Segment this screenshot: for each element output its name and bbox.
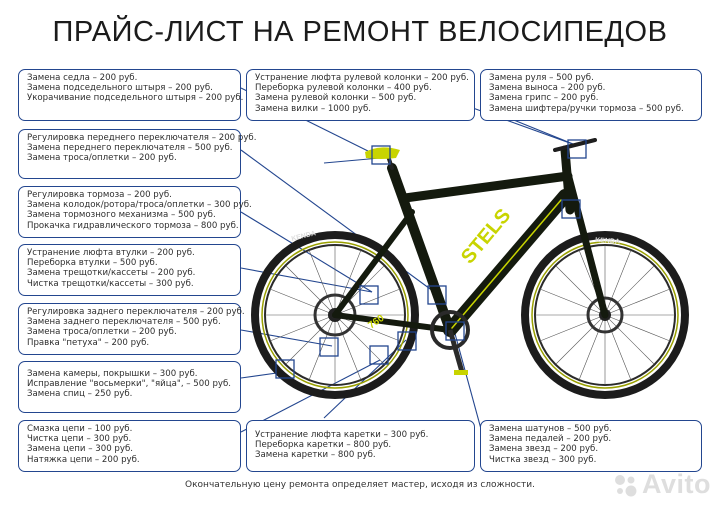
price-line: Замена шатунов – 500 руб. — [489, 424, 612, 434]
price-line: Замена вилки – 1000 руб. — [255, 103, 372, 114]
price-line: Исправление "восьмерки", "яйца", – 500 руб. — [27, 379, 232, 390]
price-line: Замена подседельного штыря – 200 руб. — [27, 83, 213, 94]
leader-lines — [241, 88, 578, 440]
price-line: Замена тормозного механизма – 500 руб. — [27, 210, 216, 221]
price-line: Смазка цепи – 100 руб. — [27, 424, 133, 434]
price-line: Замена заднего переключателя – 500 руб. — [27, 317, 221, 328]
frame-brand-label: STELS — [456, 204, 516, 269]
watermark-text: Avito — [642, 469, 711, 499]
price-line: Замена грипс – 200 руб. — [489, 93, 599, 104]
rear-derailleur-price-box — [18, 303, 245, 355]
price-line: Чистка трещотки/кассеты – 300 руб. — [27, 278, 194, 289]
wheel-price-box — [18, 361, 241, 413]
price-line: Замена колодок/ротора/троса/оплетки – 300 руб. — [27, 200, 252, 211]
price-line: Замена седла – 200 руб. — [27, 73, 138, 83]
price-line: Замена шифтера/ручки тормоза – 500 руб. — [489, 103, 684, 114]
price-line: Замена рулевой колонки – 500 руб. — [255, 93, 417, 104]
price-line: Замена спиц – 250 руб. — [27, 389, 133, 400]
bike-frame — [335, 140, 605, 330]
chain-price-box — [18, 420, 241, 472]
price-line: Замена педалей – 200 руб. — [489, 434, 612, 445]
price-line: Прокачка гидравлического тормоза – 800 руб. — [27, 220, 239, 231]
price-line: Натяжка цепи – 200 руб. — [27, 454, 140, 465]
front-derailleur-price-box — [18, 129, 257, 179]
price-line: Замена руля – 500 руб. — [489, 73, 594, 83]
price-line: Замена троса/оплетки – 200 руб. — [27, 327, 177, 338]
rear-tire-label: KENDA — [290, 230, 317, 243]
cranks-price-box — [480, 420, 702, 472]
page-title: ПРАЙС-ЛИСТ НА РЕМОНТ ВЕЛОСИПЕДОВ — [52, 16, 668, 48]
avito-logo-icon — [612, 472, 638, 498]
price-line: Устранение люфта каретки – 300 руб. — [255, 430, 429, 440]
brakes-price-box — [18, 186, 252, 238]
price-line: Замена выноса – 200 руб. — [489, 83, 606, 94]
price-line: Переборка каретки – 800 руб. — [255, 440, 392, 451]
price-line: Замена цепи – 300 руб. — [27, 444, 133, 455]
price-line: Чистка звезд – 300 руб. — [489, 454, 597, 465]
price-line: Устранение люфта втулки – 200 руб. — [27, 248, 195, 258]
price-line: Переборка втулки – 500 руб. — [27, 258, 158, 269]
price-line: Переборка рулевой колонки – 400 руб. — [255, 83, 432, 94]
bottom-bracket-price-box — [246, 420, 475, 472]
frame-model-label: 760 — [366, 312, 387, 332]
price-line: Укорачивание подседельного штыря – 200 руб. — [27, 93, 244, 104]
saddle — [365, 147, 400, 159]
price-line: Правка "петуха" – 200 руб. — [27, 337, 150, 348]
front-tire-label: KENDA — [594, 237, 621, 246]
price-line: Устранение люфта рулевой колонки – 200 руб. — [255, 73, 469, 83]
footer-note: Окончательную цену ремонта определяет мастер, исходя из сложности. — [185, 480, 535, 490]
price-line: Чистка цепи – 300 руб. — [27, 434, 132, 445]
price-line: Замена переднего переключателя – 500 руб. — [27, 143, 233, 154]
price-line: Регулировка заднего переключателя – 200 руб. — [27, 307, 245, 317]
headset-price-box — [246, 69, 475, 121]
price-line: Замена трещотки/кассеты – 200 руб. — [27, 268, 196, 279]
price-line: Замена каретки – 800 руб. — [255, 450, 376, 461]
price-line: Замена звезд – 200 руб. — [489, 444, 599, 455]
hub-price-box — [18, 244, 241, 296]
price-line: Замена камеры, покрышки – 300 руб. — [27, 369, 198, 379]
avito-watermark — [612, 469, 711, 500]
handlebar-price-box — [480, 69, 702, 121]
price-line: Регулировка переднего переключателя – 200 руб. — [27, 133, 257, 143]
price-line: Регулировка тормоза – 200 руб. — [27, 190, 172, 200]
price-line: Замена троса/оплетки – 200 руб. — [27, 153, 177, 164]
saddle-price-box — [18, 69, 244, 121]
